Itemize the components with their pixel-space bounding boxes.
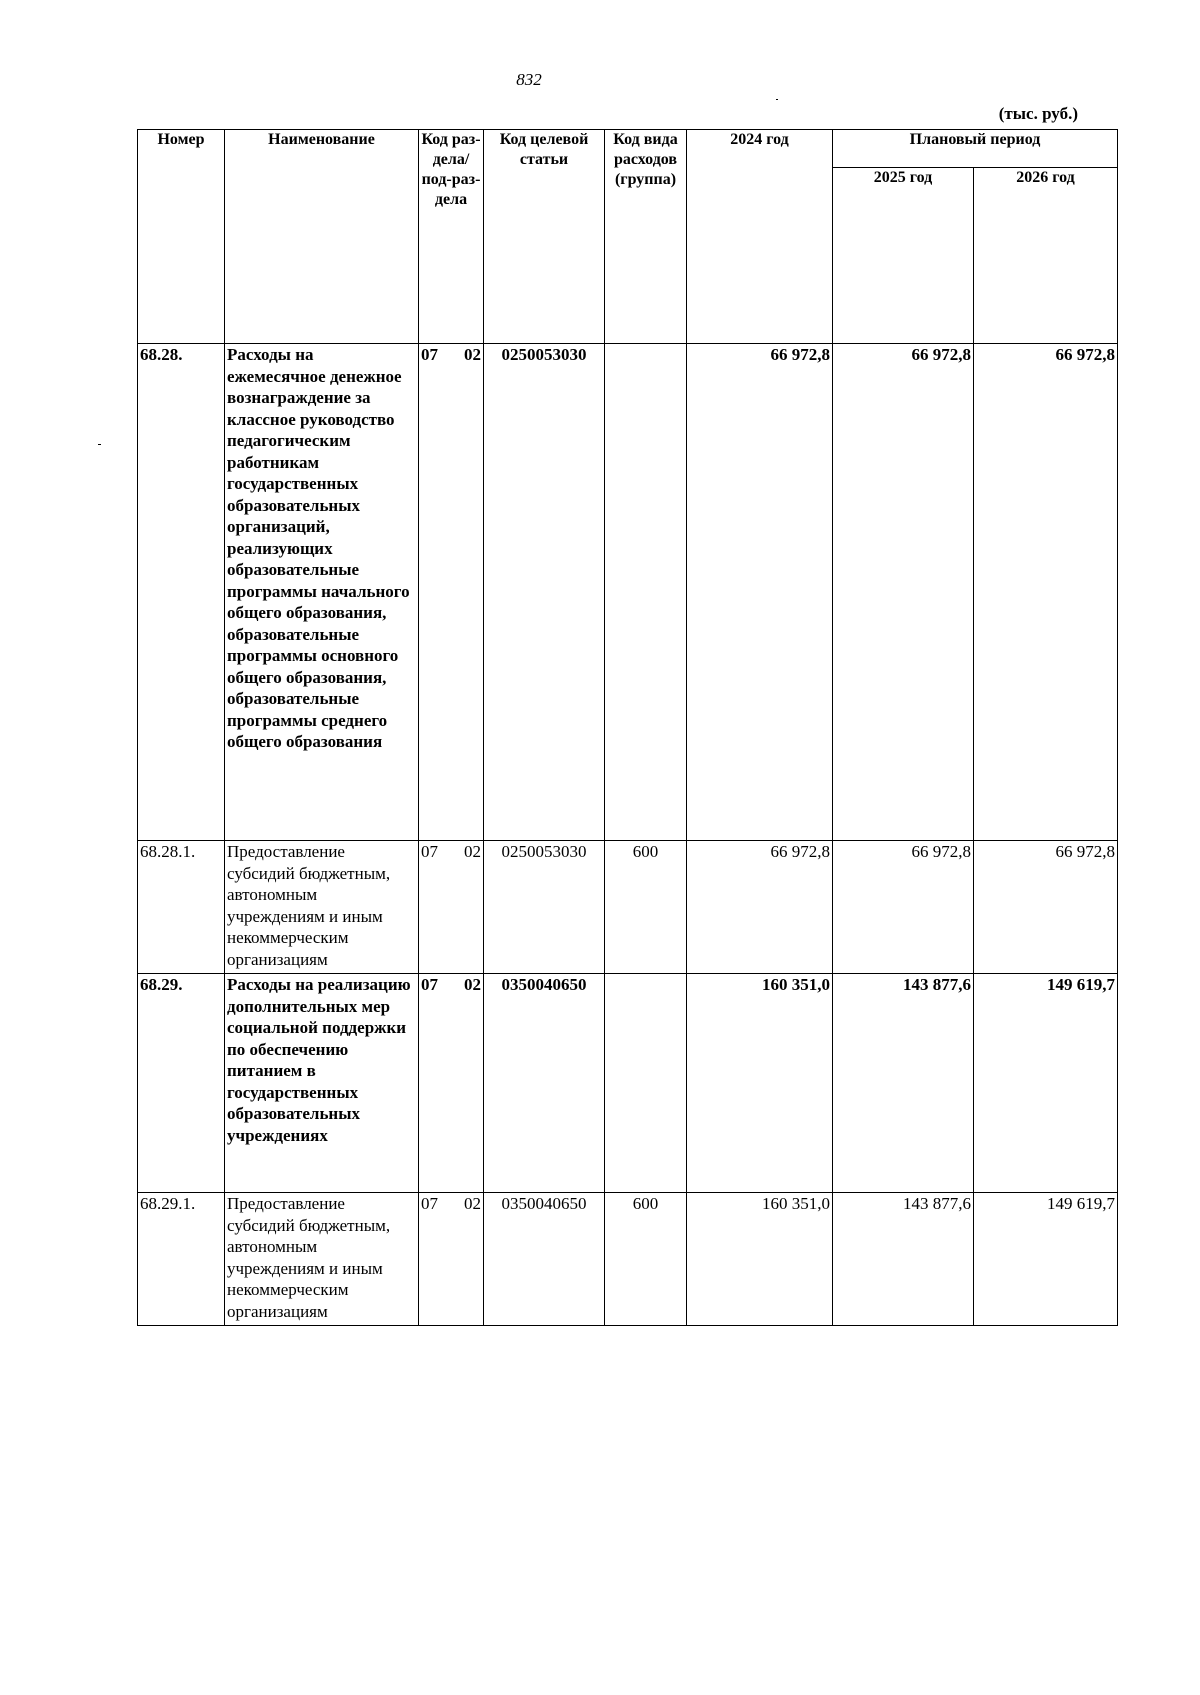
header-row-top	[138, 130, 1118, 168]
row-value-2025: 143 877,6	[833, 974, 974, 1193]
row-name: Расходы на реализацию дополнительных мер социальной поддержки по обеспечению питанием в государственных образовательных учреждениях	[225, 974, 419, 1193]
scan-speck	[776, 99, 778, 100]
row-name: Предоставление субсидий бюджетным, автономным учреждениям и иным некоммерческим организациям	[225, 1193, 419, 1326]
header-year-2024: 2024 год	[687, 130, 833, 344]
row-section-code	[419, 974, 484, 1193]
header-year-2026: 2026 год	[974, 168, 1118, 344]
row-value-2025: 143 877,6	[833, 1193, 974, 1326]
row-number: 68.28.1.	[138, 841, 225, 974]
header-section-code: Код раз-дела/ под-раз-дела	[419, 130, 484, 344]
row-value-2026: 66 972,8	[974, 344, 1118, 841]
row-value-2024: 66 972,8	[687, 841, 833, 974]
row-target-code: 0250053030	[484, 841, 605, 974]
row-number: 68.28.	[138, 344, 225, 841]
row-section: 07	[421, 1194, 438, 1213]
header-year-2025: 2025 год	[833, 168, 974, 344]
row-value-2026: 149 619,7	[974, 974, 1118, 1193]
row-target-code: 0350040650	[484, 974, 605, 1193]
table-row	[138, 974, 1118, 1193]
row-expense-type	[605, 344, 687, 841]
page-number: 832	[516, 70, 542, 89]
row-name: Расходы на ежемесячное денежное вознаграждение за классное руководство педагогическим работникам государственных образовательных организаций, реализующих образовательные программы начального общего образования, образовательные программы основного общего образования, образовательные программы среднего общего образования	[225, 344, 419, 841]
row-section-code	[419, 1193, 484, 1326]
row-value-2024: 160 351,0	[687, 974, 833, 1193]
units-label: (тыс. руб.)	[998, 104, 1078, 123]
row-target-code: 0250053030	[484, 344, 605, 841]
row-name: Предоставление субсидий бюджетным, автономным учреждениям и иным некоммерческим организациям	[225, 841, 419, 974]
row-target-code: 0350040650	[484, 1193, 605, 1326]
row-value-2026: 66 972,8	[974, 841, 1118, 974]
row-subsection: 02	[464, 1194, 481, 1213]
row-expense-type: 600	[605, 841, 687, 974]
row-value-2026: 149 619,7	[974, 1193, 1118, 1326]
row-value-2025: 66 972,8	[833, 841, 974, 974]
row-expense-type	[605, 974, 687, 1193]
header-name: Наименование	[225, 130, 419, 344]
row-number: 68.29.	[138, 974, 225, 1193]
row-section-code	[419, 841, 484, 974]
row-expense-type: 600	[605, 1193, 687, 1326]
row-value-2025: 66 972,8	[833, 344, 974, 841]
header-target-code: Код целевой статьи	[484, 130, 605, 344]
scan-speck	[98, 444, 101, 445]
row-section: 07	[421, 842, 438, 861]
budget-table	[137, 129, 1118, 1326]
row-number: 68.29.1.	[138, 1193, 225, 1326]
row-subsection: 02	[464, 975, 481, 994]
table-row	[138, 344, 1118, 841]
table-row	[138, 1193, 1118, 1326]
row-subsection: 02	[464, 345, 481, 364]
row-section-code	[419, 344, 484, 841]
header-number: Номер	[138, 130, 225, 344]
header-planning-period: Плановый период	[833, 130, 1118, 168]
row-value-2024: 160 351,0	[687, 1193, 833, 1326]
header-expense-type: Код вида расходов (группа)	[605, 130, 687, 344]
row-value-2024: 66 972,8	[687, 344, 833, 841]
table-row	[138, 841, 1118, 974]
row-subsection: 02	[464, 842, 481, 861]
row-section: 07	[421, 345, 438, 364]
row-section: 07	[421, 975, 438, 994]
